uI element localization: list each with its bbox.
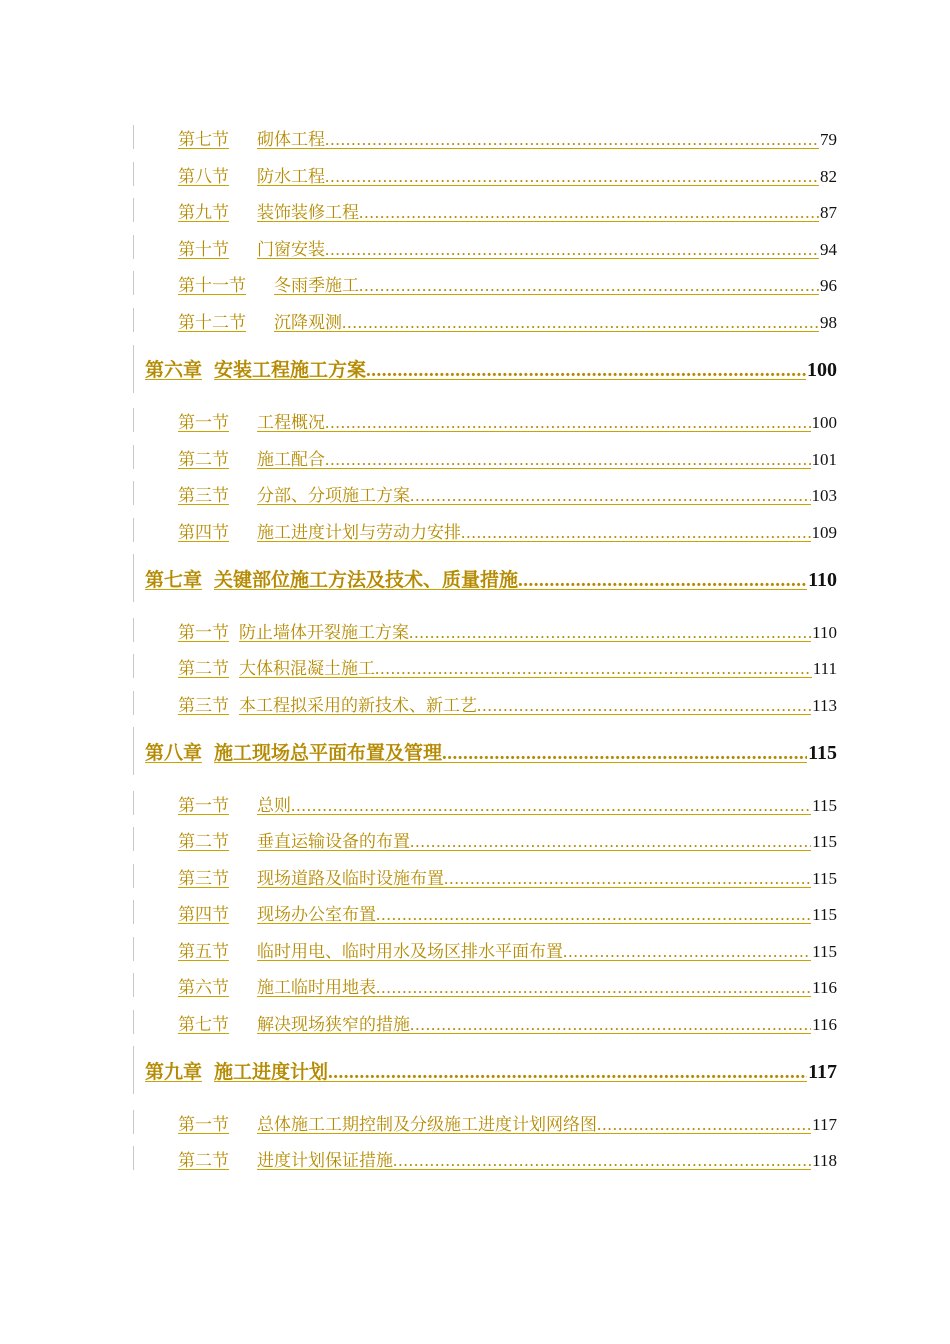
- dot-leader: [393, 1151, 811, 1171]
- section-number: 第十一节: [178, 276, 246, 295]
- toc-link[interactable]: [178, 691, 811, 716]
- dot-leader: [376, 905, 811, 925]
- toc-entry-section: [178, 308, 837, 332]
- toc-entry-section: [178, 937, 837, 961]
- section-title: 施工配合: [257, 450, 325, 469]
- margin-bar: [133, 235, 134, 259]
- toc-link[interactable]: [178, 162, 819, 187]
- page-number: 115: [808, 742, 837, 764]
- toc-entry-section: [178, 618, 837, 642]
- section-number: 第三节: [178, 696, 229, 715]
- page-number: 100: [811, 413, 837, 432]
- toc-entry-section: [178, 162, 837, 186]
- chapter-title: 施工现场总平面布置及管理: [214, 742, 443, 764]
- section-title: 工程概况: [257, 413, 325, 432]
- dot-leader: [477, 696, 811, 716]
- margin-bar: [133, 554, 134, 602]
- toc-entry-section: [178, 691, 837, 715]
- page-number: 118: [812, 1151, 837, 1170]
- dot-leader: [366, 360, 806, 382]
- section-title: 冬雨季施工: [274, 276, 359, 295]
- toc-entry-section: [178, 518, 837, 542]
- dot-leader: [410, 486, 811, 506]
- dot-leader: [376, 978, 811, 998]
- section-title: 垂直运输设备的布置: [257, 832, 410, 851]
- section-number: 第三节: [178, 869, 229, 888]
- dot-leader: [325, 413, 811, 433]
- margin-bar: [133, 937, 134, 961]
- toc-link[interactable]: [178, 618, 811, 643]
- toc-link[interactable]: [145, 355, 806, 382]
- dot-leader: [563, 942, 811, 962]
- margin-bar: [133, 345, 134, 393]
- toc-entry-chapter: [145, 1057, 837, 1085]
- margin-bar: [133, 518, 134, 542]
- section-number: 第十节: [178, 240, 229, 259]
- section-title: 进度计划保证措施: [257, 1151, 393, 1170]
- dot-leader: [342, 313, 819, 333]
- page-number: 103: [811, 486, 837, 505]
- dot-leader: [325, 450, 811, 470]
- toc-entry-section: [178, 973, 837, 997]
- toc-link[interactable]: [178, 518, 811, 543]
- margin-bar: [133, 654, 134, 678]
- section-title: 现场办公室布置: [257, 905, 376, 924]
- margin-bar: [133, 198, 134, 222]
- dot-leader: [328, 1062, 807, 1084]
- section-title: 门窗安装: [257, 240, 325, 259]
- margin-bar: [133, 481, 134, 505]
- page-number: 115: [812, 942, 837, 961]
- section-title: 解决现场狭窄的措施: [257, 1015, 410, 1034]
- page-number: 116: [812, 1015, 837, 1034]
- margin-bar: [133, 1010, 134, 1034]
- margin-bar: [133, 864, 134, 888]
- section-title: 防止墙体开裂施工方案: [239, 623, 409, 642]
- toc-link[interactable]: [178, 900, 811, 925]
- toc-link[interactable]: [178, 408, 811, 433]
- toc-entry-section: [178, 235, 837, 259]
- section-title: 装饰装修工程: [257, 203, 359, 222]
- chapter-number: 第七章: [145, 569, 203, 591]
- toc-link[interactable]: [178, 198, 819, 223]
- section-title: 分部、分项施工方案: [257, 486, 410, 505]
- chapter-title: 安装工程施工方案: [214, 359, 367, 381]
- chapter-number: 第八章: [145, 742, 203, 764]
- section-number: 第二节: [178, 832, 229, 851]
- page-number: 113: [812, 696, 837, 715]
- page-number: 110: [812, 623, 837, 642]
- page-number: 116: [812, 978, 837, 997]
- margin-bar: [133, 618, 134, 642]
- page-number: 96: [820, 276, 837, 295]
- margin-bar: [133, 308, 134, 332]
- page-number: 115: [812, 796, 837, 815]
- toc-entry-section: [178, 654, 837, 678]
- toc-link[interactable]: [178, 1010, 811, 1035]
- toc-entry-chapter: [145, 355, 837, 383]
- margin-bar: [133, 162, 134, 186]
- section-number: 第十二节: [178, 313, 246, 332]
- dot-leader: [597, 1115, 811, 1135]
- toc-entry-section: [178, 481, 837, 505]
- section-number: 第九节: [178, 203, 229, 222]
- toc-link[interactable]: [178, 654, 812, 679]
- page-number: 110: [808, 569, 837, 591]
- toc-link[interactable]: [178, 864, 811, 889]
- section-number: 第一节: [178, 1115, 229, 1134]
- page-number: 94: [820, 240, 837, 259]
- toc-link[interactable]: [178, 481, 811, 506]
- section-title: 临时用电、临时用水及场区排水平面布置: [257, 942, 563, 961]
- toc-entry-section: [178, 198, 837, 222]
- dot-leader: [410, 832, 811, 852]
- section-title: 总则: [257, 796, 291, 815]
- section-title: 施工进度计划与劳动力安排: [257, 523, 461, 542]
- page-number: 117: [808, 1061, 837, 1083]
- page-number: 100: [807, 359, 837, 381]
- page-number: 98: [820, 313, 837, 332]
- toc-entry-section: [178, 864, 837, 888]
- toc-entry-chapter: [145, 738, 837, 766]
- section-title: 防水工程: [257, 167, 325, 186]
- page-number: 82: [820, 167, 837, 186]
- toc-link[interactable]: [178, 1146, 811, 1171]
- page-number: 79: [820, 130, 837, 149]
- dot-leader: [359, 203, 819, 223]
- section-number: 第八节: [178, 167, 229, 186]
- section-number: 第七节: [178, 130, 229, 149]
- section-title: 施工临时用地表: [257, 978, 376, 997]
- margin-bar: [133, 973, 134, 997]
- toc-entry-section: [178, 408, 837, 432]
- section-number: 第二节: [178, 450, 229, 469]
- page-number: 115: [812, 869, 837, 888]
- chapter-number: 第六章: [145, 359, 203, 381]
- margin-bar: [133, 271, 134, 295]
- toc-link[interactable]: [178, 1110, 811, 1135]
- dot-leader: [325, 167, 819, 187]
- section-title: 总体施工工期控制及分级施工进度计划网络图: [257, 1115, 597, 1134]
- dot-leader: [410, 1015, 811, 1035]
- margin-bar: [133, 1110, 134, 1134]
- section-number: 第一节: [178, 796, 229, 815]
- toc-entry-section: [178, 1110, 837, 1134]
- page-number: 115: [812, 832, 837, 851]
- margin-bar: [133, 727, 134, 775]
- dot-leader: [409, 623, 811, 643]
- toc-entry-section: [178, 1010, 837, 1034]
- dot-leader: [291, 796, 811, 816]
- margin-bar: [133, 827, 134, 851]
- section-number: 第六节: [178, 978, 229, 997]
- toc-entry-section: [178, 827, 837, 851]
- page-number: 115: [812, 905, 837, 924]
- toc-link[interactable]: [145, 565, 807, 592]
- toc-link[interactable]: [178, 125, 819, 150]
- chapter-title: 关键部位施工方法及技术、质量措施: [214, 569, 519, 591]
- toc-entry-section: [178, 125, 837, 149]
- margin-bar: [133, 1046, 134, 1094]
- toc-entry-chapter: [145, 565, 837, 593]
- margin-bar: [133, 791, 134, 815]
- chapter-number: 第九章: [145, 1061, 203, 1083]
- section-number: 第五节: [178, 942, 229, 961]
- page-number: 117: [812, 1115, 837, 1134]
- toc-entry-section: [178, 445, 837, 469]
- dot-leader: [442, 743, 807, 765]
- section-number: 第三节: [178, 486, 229, 505]
- section-number: 第二节: [178, 659, 229, 678]
- toc-link[interactable]: [178, 445, 811, 470]
- margin-bar: [133, 900, 134, 924]
- chapter-title: 施工进度计划: [214, 1061, 329, 1083]
- section-title: 大体积混凝土施工: [239, 659, 375, 678]
- margin-bar: [133, 1146, 134, 1170]
- section-number: 第四节: [178, 905, 229, 924]
- toc-entry-section: [178, 900, 837, 924]
- toc-link[interactable]: [178, 937, 811, 962]
- page-number: 109: [811, 523, 837, 542]
- toc-link[interactable]: [178, 235, 819, 260]
- dot-leader: [461, 523, 811, 543]
- toc-entry-section: [178, 1146, 837, 1170]
- section-title: 沉降观测: [274, 313, 342, 332]
- toc-link[interactable]: [145, 738, 807, 765]
- dot-leader: [325, 130, 819, 150]
- section-title: 本工程拟采用的新技术、新工艺: [239, 696, 477, 715]
- toc-link[interactable]: [178, 308, 819, 333]
- toc-link[interactable]: [178, 827, 811, 852]
- toc-entry-section: [178, 271, 837, 295]
- toc-link[interactable]: [145, 1057, 807, 1084]
- section-number: 第四节: [178, 523, 229, 542]
- dot-leader: [518, 570, 807, 592]
- section-number: 第二节: [178, 1151, 229, 1170]
- toc-link[interactable]: [178, 973, 811, 998]
- section-number: 第一节: [178, 413, 229, 432]
- page-number: 111: [812, 659, 837, 678]
- dot-leader: [325, 240, 819, 260]
- toc-link[interactable]: [178, 271, 819, 296]
- page-number: 87: [820, 203, 837, 222]
- toc-link[interactable]: [178, 791, 811, 816]
- dot-leader: [444, 869, 811, 889]
- margin-bar: [133, 691, 134, 715]
- dot-leader: [375, 659, 812, 679]
- margin-bar: [133, 125, 134, 149]
- margin-bar: [133, 408, 134, 432]
- margin-bar: [133, 445, 134, 469]
- dot-leader: [359, 276, 819, 296]
- section-title: 现场道路及临时设施布置: [257, 869, 444, 888]
- page-number: 101: [811, 450, 837, 469]
- toc-entry-section: [178, 791, 837, 815]
- section-title: 砌体工程: [257, 130, 325, 149]
- section-number: 第一节: [178, 623, 229, 642]
- section-number: 第七节: [178, 1015, 229, 1034]
